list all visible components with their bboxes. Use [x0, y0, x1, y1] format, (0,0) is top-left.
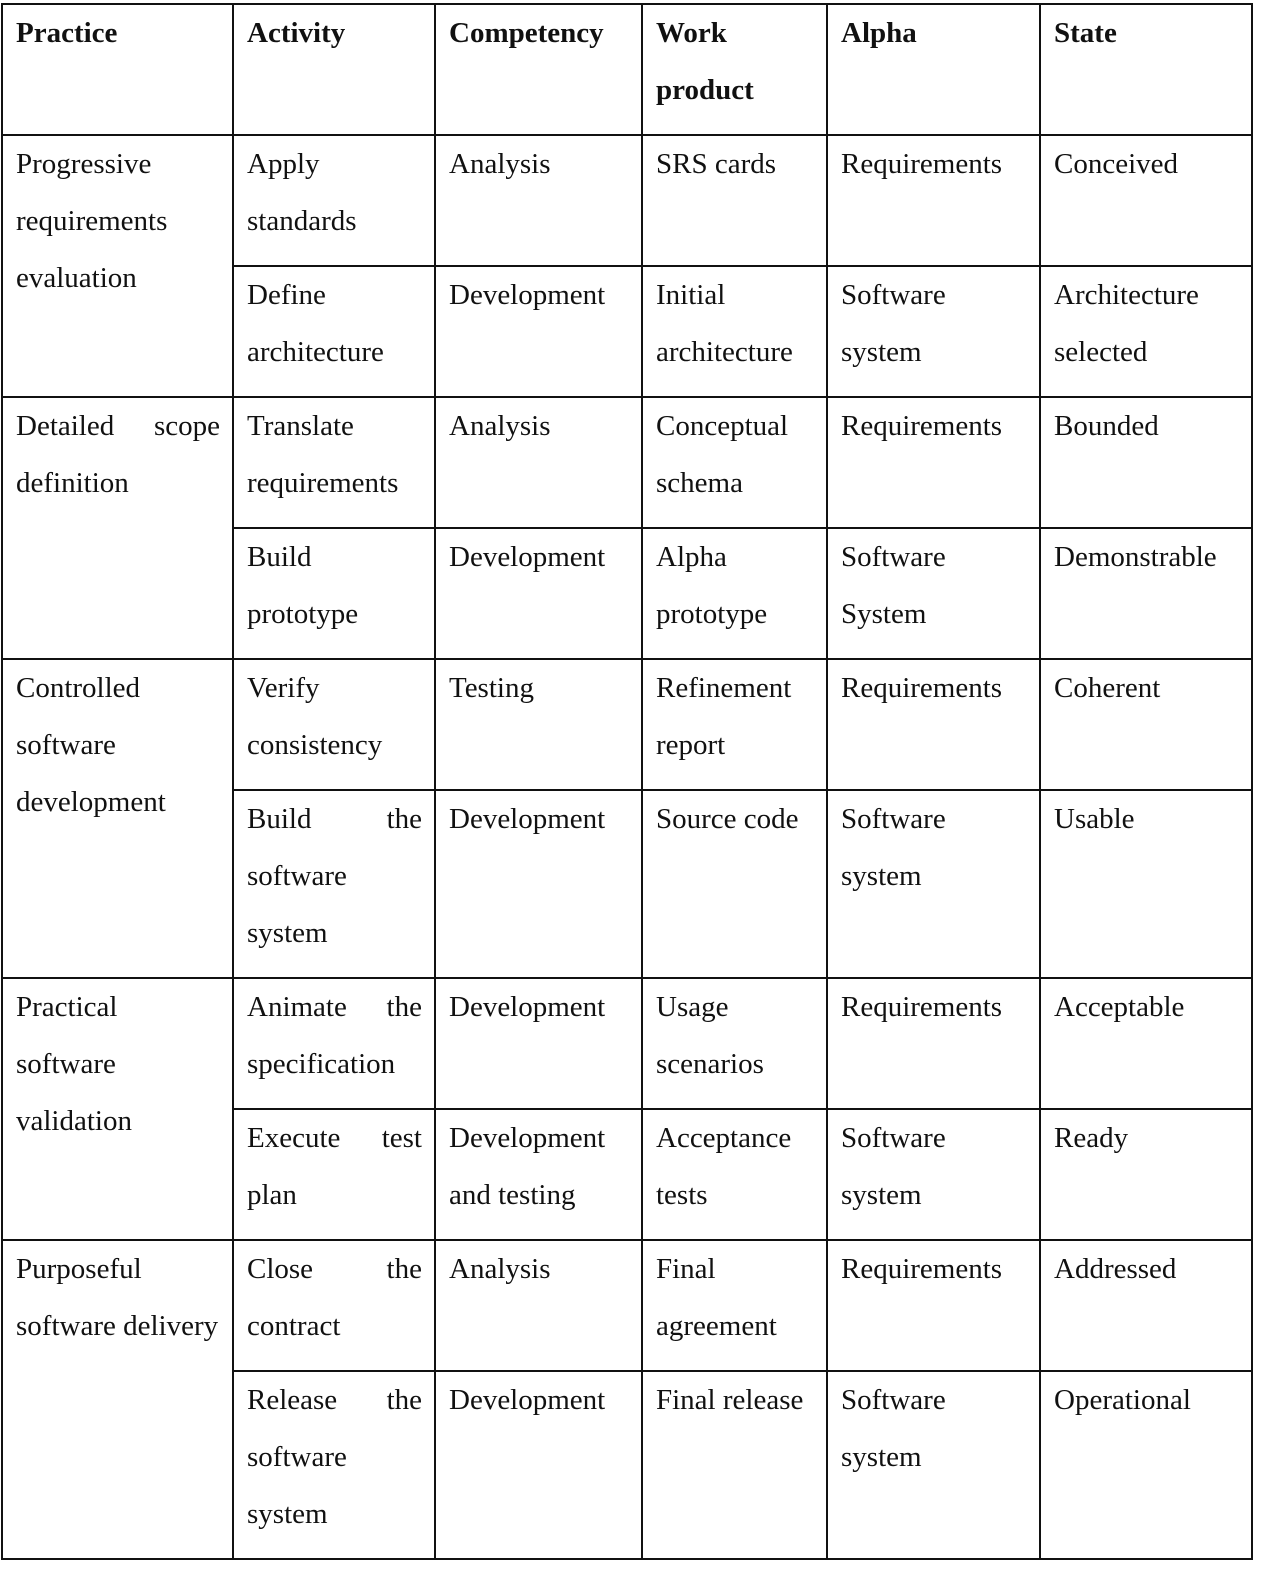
activity-cell: Build prototype — [233, 528, 435, 659]
alpha-cell: Software system — [827, 1109, 1040, 1240]
alpha-cell: Requirements — [827, 978, 1040, 1109]
alpha-cell: Requirements — [827, 1240, 1040, 1371]
state-cell: Coherent — [1040, 659, 1252, 790]
state-cell: Ready — [1040, 1109, 1252, 1240]
practice-cell: Detailed scope definition — [2, 397, 233, 659]
alpha-cell: Requirements — [827, 659, 1040, 790]
header-alpha: Alpha — [827, 4, 1040, 135]
practice-cell: Controlled software development — [2, 659, 233, 978]
alpha-cell: Requirements — [827, 135, 1040, 266]
practice-table — [1, 3, 1253, 1560]
work-product-cell: Final release — [642, 1371, 827, 1559]
alpha-cell: Software System — [827, 528, 1040, 659]
competency-cell: Development and testing — [435, 1109, 642, 1240]
activity-cell: Build the software system — [233, 790, 435, 978]
alpha-cell: Software system — [827, 790, 1040, 978]
competency-cell: Development — [435, 978, 642, 1109]
competency-cell: Development — [435, 528, 642, 659]
practice-cell: Practical software validation — [2, 978, 233, 1240]
work-product-cell: Source code — [642, 790, 827, 978]
activity-cell: Define architecture — [233, 266, 435, 397]
activity-cell: Execute test plan — [233, 1109, 435, 1240]
table-row — [2, 659, 1252, 790]
competency-cell: Development — [435, 790, 642, 978]
work-product-cell: Usage scenarios — [642, 978, 827, 1109]
competency-cell: Development — [435, 1371, 642, 1559]
activity-cell: Animate the specification — [233, 978, 435, 1109]
alpha-cell: Software system — [827, 266, 1040, 397]
work-product-cell: Final agreement — [642, 1240, 827, 1371]
competency-cell: Development — [435, 266, 642, 397]
state-cell: Usable — [1040, 790, 1252, 978]
state-cell: Architecture selected — [1040, 266, 1252, 397]
header-practice: Practice — [2, 4, 233, 135]
table-row — [2, 135, 1252, 266]
work-product-cell: Acceptance tests — [642, 1109, 827, 1240]
activity-cell: Close the contract — [233, 1240, 435, 1371]
practice-cell: Purposeful software delivery — [2, 1240, 233, 1559]
header-activity: Activity — [233, 4, 435, 135]
table-row — [2, 397, 1252, 528]
table-row — [2, 1240, 1252, 1371]
alpha-cell: Software system — [827, 1371, 1040, 1559]
state-cell: Acceptable — [1040, 978, 1252, 1109]
header-state: State — [1040, 4, 1252, 135]
competency-cell: Analysis — [435, 397, 642, 528]
state-cell: Bounded — [1040, 397, 1252, 528]
work-product-cell: Alpha prototype — [642, 528, 827, 659]
competency-cell: Analysis — [435, 1240, 642, 1371]
competency-cell: Testing — [435, 659, 642, 790]
competency-cell: Analysis — [435, 135, 642, 266]
state-cell: Operational — [1040, 1371, 1252, 1559]
activity-cell: Release the software system — [233, 1371, 435, 1559]
state-cell: Conceived — [1040, 135, 1252, 266]
header-work-product: Work product — [642, 4, 827, 135]
work-product-cell: Initial architecture — [642, 266, 827, 397]
alpha-cell: Requirements — [827, 397, 1040, 528]
state-cell: Demonstrable — [1040, 528, 1252, 659]
work-product-cell: Refinement report — [642, 659, 827, 790]
practice-cell: Progressive requirements evaluation — [2, 135, 233, 397]
activity-cell: Verify consistency — [233, 659, 435, 790]
activity-cell: Apply standards — [233, 135, 435, 266]
header-row — [2, 4, 1252, 135]
work-product-cell: SRS cards — [642, 135, 827, 266]
header-competency: Competency — [435, 4, 642, 135]
table-row — [2, 978, 1252, 1109]
activity-cell: Translate requirements — [233, 397, 435, 528]
state-cell: Addressed — [1040, 1240, 1252, 1371]
work-product-cell: Conceptual schema — [642, 397, 827, 528]
